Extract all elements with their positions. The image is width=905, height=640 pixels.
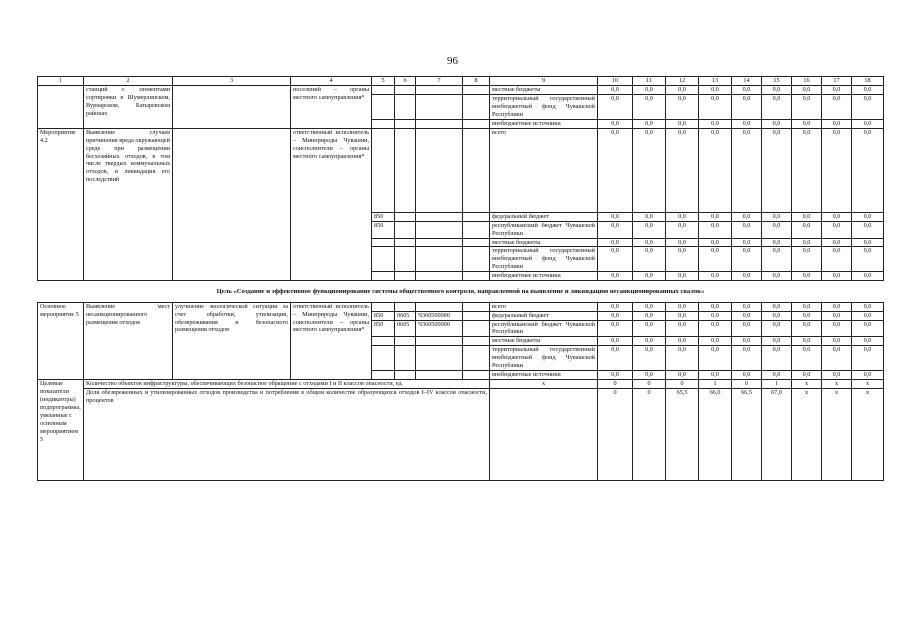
code-vr: [463, 221, 490, 238]
value-cell: 0,0: [633, 128, 666, 212]
value-cell: 0,0: [852, 128, 884, 212]
measure-id: Основное мероприятие 5: [38, 302, 84, 379]
code-gr: 850: [372, 311, 395, 320]
value-cell: x: [822, 389, 852, 481]
goal-heading: Цель «Создание и эффективное функционирование системы общественного контроля, направленной на выявление и ликвидацию несанкционированных свалок»: [216, 288, 705, 296]
code-rz: [395, 302, 416, 311]
funding-source: территориальный государственный внебюджетный фонд Чувашской Республики: [490, 94, 598, 119]
code-rz: [395, 94, 416, 119]
code-gr: [372, 94, 395, 119]
code-csr: [416, 371, 463, 380]
value-cell: 0,0: [762, 212, 792, 221]
funding-source: всего: [490, 128, 598, 212]
code-gr: [372, 337, 395, 346]
funding-source: местные бюджеты: [490, 238, 598, 247]
value-cell: 0,0: [598, 86, 633, 95]
value-cell: 0: [598, 389, 633, 481]
code-csr: [416, 94, 463, 119]
code-rz: 0605: [395, 320, 416, 337]
value-cell: 0,0: [822, 320, 852, 337]
value-cell: 0,0: [633, 221, 666, 238]
column-number: 9: [490, 77, 598, 86]
column-number: 10: [598, 77, 633, 86]
value-cell: 0,0: [598, 302, 633, 311]
funding-source: территориальный государственный внебюджетный фонд Чувашской Республики: [490, 346, 598, 371]
value-cell: 0,0: [699, 247, 732, 272]
value-cell: 0,0: [792, 320, 822, 337]
value-cell: 0,0: [852, 311, 884, 320]
code-gr: [372, 272, 395, 281]
value-cell: 0,0: [762, 94, 792, 119]
value-cell: 0,0: [666, 221, 699, 238]
measure-name: станций с элементами сортировки в Шумерлинском, Вурнарском, Батыревском районах: [84, 86, 173, 129]
value-cell: 0,0: [633, 346, 666, 371]
value-cell: 0,0: [598, 371, 633, 380]
value-cell: [490, 389, 598, 481]
code-gr: [372, 238, 395, 247]
value-cell: 0,0: [732, 128, 762, 212]
value-cell: x: [852, 380, 884, 389]
code-csr: Ч360500000: [416, 320, 463, 337]
value-cell: 0,0: [666, 311, 699, 320]
value-cell: 0,0: [598, 119, 633, 128]
value-cell: 0,0: [822, 337, 852, 346]
value-cell: 0,0: [699, 119, 732, 128]
value-cell: 0,0: [852, 86, 884, 95]
value-cell: 0,0: [792, 272, 822, 281]
value-cell: 0,0: [822, 247, 852, 272]
funding-source: местные бюджеты: [490, 86, 598, 95]
code-gr: [372, 247, 395, 272]
value-cell: 0,0: [598, 128, 633, 212]
code-rz: [395, 247, 416, 272]
value-cell: 0,0: [732, 371, 762, 380]
value-cell: 0,0: [852, 94, 884, 119]
column-number: 5: [372, 77, 395, 86]
value-cell: 0,0: [822, 94, 852, 119]
value-cell: 0,0: [699, 302, 732, 311]
value-cell: 1: [699, 380, 732, 389]
funding-source: всего: [490, 302, 598, 311]
value-cell: 0,0: [732, 311, 762, 320]
value-cell: 0,0: [699, 371, 732, 380]
value-cell: 0,0: [822, 128, 852, 212]
value-cell: x: [792, 389, 822, 481]
value-cell: 0,0: [822, 119, 852, 128]
code-csr: [416, 302, 463, 311]
value-cell: 0,0: [666, 119, 699, 128]
value-cell: 0,0: [822, 212, 852, 221]
value-cell: 0,0: [822, 86, 852, 95]
value-cell: 0,0: [852, 212, 884, 221]
value-cell: 0,0: [852, 371, 884, 380]
value-cell: 0,0: [792, 221, 822, 238]
value-cell: 0,0: [699, 346, 732, 371]
code-csr: [416, 247, 463, 272]
value-cell: 0,0: [792, 311, 822, 320]
column-number: 12: [666, 77, 699, 86]
measure-name: Выявление мест несанкционированного размещения отходов: [84, 302, 173, 379]
value-cell: 0,0: [762, 320, 792, 337]
value-cell: 0,0: [598, 337, 633, 346]
value-cell: 0,0: [732, 221, 762, 238]
value-cell: 0,0: [633, 86, 666, 95]
value-cell: x: [822, 380, 852, 389]
value-cell: 0,0: [822, 311, 852, 320]
code-rz: [395, 119, 416, 128]
column-number: 15: [762, 77, 792, 86]
code-vr: [463, 86, 490, 95]
code-rz: [395, 128, 416, 212]
value-cell: 0,0: [822, 371, 852, 380]
value-cell: 0,0: [633, 119, 666, 128]
funding-source: внебюджетные источники: [490, 119, 598, 128]
table-row: [38, 128, 884, 212]
code-rz: 0605: [395, 311, 416, 320]
funding-source: республиканский бюджет Чувашской Республики: [490, 221, 598, 238]
value-cell: 0,0: [666, 302, 699, 311]
funding-source: территориальный государственный внебюджетный фонд Чувашской Республики: [490, 247, 598, 272]
value-cell: 0,0: [762, 337, 792, 346]
value-cell: 0,0: [852, 238, 884, 247]
value-cell: 0,0: [792, 86, 822, 95]
value-cell: 0,0: [762, 86, 792, 95]
value-cell: 0,0: [732, 238, 762, 247]
value-cell: 0,0: [666, 212, 699, 221]
funding-source: федеральный бюджет: [490, 311, 598, 320]
value-cell: 0,0: [666, 86, 699, 95]
value-cell: 0,0: [852, 337, 884, 346]
table-row: [38, 86, 884, 95]
measure-id: Мероприятие 4.2: [38, 128, 84, 281]
measure-goal: улучшение экологической ситуации за счет обработки, утилизации, обезвреживания и безопасного размещения отходов: [173, 302, 291, 379]
value-cell: 0,0: [699, 238, 732, 247]
indicator-row: [38, 380, 884, 389]
code-rz: [395, 272, 416, 281]
value-cell: 0,0: [822, 346, 852, 371]
value-cell: x: [852, 389, 884, 481]
value-cell: 0,0: [762, 272, 792, 281]
value-cell: 0,0: [732, 212, 762, 221]
value-cell: 0: [633, 389, 666, 481]
value-cell: 0,0: [598, 238, 633, 247]
value-cell: 0,0: [699, 311, 732, 320]
code-csr: [416, 86, 463, 95]
code-csr: [416, 119, 463, 128]
funding-source: республиканский бюджет Чувашской Республики: [490, 320, 598, 337]
value-cell: 0,0: [762, 119, 792, 128]
measure-executors: ответственный исполнитель – Минприроды Чувашии, соисполнители – органы местного самоуправления*: [291, 128, 372, 281]
funding-source: местные бюджеты: [490, 337, 598, 346]
indicator-text: Количество объектов инфраструктуры, обеспечивающих безопасное обращение с отходами I и II классов опасности, ед.: [84, 380, 490, 389]
value-cell: 0,0: [666, 320, 699, 337]
code-csr: [416, 221, 463, 238]
code-gr: 850: [372, 212, 395, 221]
code-vr: [463, 371, 490, 380]
value-cell: 0: [598, 380, 633, 389]
code-vr: [463, 119, 490, 128]
value-cell: 0,0: [633, 238, 666, 247]
funding-source: федеральный бюджет: [490, 212, 598, 221]
value-cell: 0,0: [792, 371, 822, 380]
funding-source: внебюджетные источники: [490, 272, 598, 281]
value-cell: 0,0: [762, 371, 792, 380]
value-cell: 0,0: [633, 247, 666, 272]
code-gr: [372, 346, 395, 371]
code-csr: Ч360500000: [416, 311, 463, 320]
code-vr: [463, 247, 490, 272]
value-cell: 65,5: [666, 389, 699, 481]
value-cell: 0,0: [732, 346, 762, 371]
value-cell: 0,0: [598, 346, 633, 371]
indicator-row: [38, 389, 884, 481]
code-vr: [463, 346, 490, 371]
code-gr: [372, 371, 395, 380]
value-cell: 0,0: [699, 212, 732, 221]
column-number: 16: [792, 77, 822, 86]
column-number: 17: [822, 77, 852, 86]
code-vr: [463, 337, 490, 346]
value-cell: 0,0: [598, 320, 633, 337]
code-rz: [395, 221, 416, 238]
value-cell: 0,0: [792, 346, 822, 371]
value-cell: 0,0: [633, 371, 666, 380]
value-cell: 0,0: [792, 302, 822, 311]
value-cell: 0,0: [699, 86, 732, 95]
value-cell: 1: [762, 380, 792, 389]
value-cell: 0,0: [852, 247, 884, 272]
code-gr: [372, 86, 395, 95]
column-number: 4: [291, 77, 372, 86]
value-cell: 0,0: [699, 221, 732, 238]
value-cell: x: [792, 380, 822, 389]
value-cell: 0,0: [699, 320, 732, 337]
value-cell: 0,0: [792, 238, 822, 247]
value-cell: 0,0: [666, 128, 699, 212]
column-number: 3: [173, 77, 291, 86]
value-cell: 0,0: [732, 272, 762, 281]
value-cell: 0,0: [666, 337, 699, 346]
code-vr: [463, 320, 490, 337]
code-gr: [372, 119, 395, 128]
value-cell: x: [490, 380, 598, 389]
value-cell: 0,0: [598, 311, 633, 320]
code-csr: [416, 212, 463, 221]
column-number: 2: [84, 77, 173, 86]
code-rz: [395, 212, 416, 221]
value-cell: 0,0: [762, 302, 792, 311]
column-number: 1: [38, 77, 84, 86]
value-cell: 0,0: [762, 128, 792, 212]
code-vr: [463, 212, 490, 221]
value-cell: 0,0: [633, 320, 666, 337]
value-cell: 0,0: [699, 128, 732, 212]
value-cell: 0,0: [822, 238, 852, 247]
value-cell: 0,0: [666, 238, 699, 247]
value-cell: 66,0: [699, 389, 732, 481]
value-cell: 0,0: [732, 247, 762, 272]
value-cell: 0,0: [633, 272, 666, 281]
column-number: 6: [395, 77, 416, 86]
column-number: 11: [633, 77, 666, 86]
value-cell: 0: [666, 380, 699, 389]
value-cell: 0,0: [666, 247, 699, 272]
measure-executors: поселений – органы местного самоуправления*: [291, 86, 372, 129]
code-gr: 850: [372, 221, 395, 238]
value-cell: 0: [633, 380, 666, 389]
code-vr: [463, 302, 490, 311]
value-cell: 0,0: [792, 212, 822, 221]
value-cell: 0,0: [699, 337, 732, 346]
value-cell: 0,0: [852, 221, 884, 238]
funding-source: внебюджетные источники: [490, 371, 598, 380]
value-cell: 0,0: [762, 238, 792, 247]
code-rz: [395, 371, 416, 380]
code-csr: [416, 238, 463, 247]
measure-name: Выявление случаев причинения вреда окружающей среде при размещении бесхозяйных отходов, в том числе твердых коммунальных отходов, и ликвидация его последствий: [84, 128, 173, 281]
value-cell: 0,0: [762, 311, 792, 320]
indicators-label: Целевые показатели (индикаторы) подпрограммы, увязанные с основным мероприятием 5: [38, 380, 84, 481]
value-cell: 0,0: [852, 302, 884, 311]
value-cell: 0,0: [762, 221, 792, 238]
measure-executors: ответственный исполнитель – Минприроды Чувашии, соисполнители – органы местного самоуправления*: [291, 302, 372, 379]
value-cell: 0,0: [666, 346, 699, 371]
page-number: 96: [447, 55, 458, 67]
code-rz: [395, 346, 416, 371]
measure-goal: [173, 86, 291, 129]
value-cell: 0,0: [822, 302, 852, 311]
goal-row: [38, 281, 884, 302]
value-cell: 0,0: [598, 94, 633, 119]
value-cell: 0,0: [762, 346, 792, 371]
code-vr: [463, 272, 490, 281]
value-cell: 67,0: [762, 389, 792, 481]
value-cell: 0,0: [633, 302, 666, 311]
value-cell: 0,0: [732, 302, 762, 311]
code-gr: [372, 302, 395, 311]
value-cell: 0,0: [852, 346, 884, 371]
value-cell: 0,0: [598, 212, 633, 221]
value-cell: 0,0: [822, 221, 852, 238]
value-cell: 0: [732, 380, 762, 389]
code-gr: [372, 128, 395, 212]
measure-goal: [173, 128, 291, 281]
value-cell: 0,0: [792, 247, 822, 272]
column-number: 7: [416, 77, 463, 86]
value-cell: 0,0: [633, 311, 666, 320]
code-rz: [395, 238, 416, 247]
code-vr: [463, 128, 490, 212]
code-vr: [463, 238, 490, 247]
program-table: [37, 76, 884, 481]
value-cell: 0,0: [633, 212, 666, 221]
value-cell: 0,0: [792, 128, 822, 212]
table-row: [38, 302, 884, 311]
value-cell: 0,0: [732, 94, 762, 119]
value-cell: 0,0: [732, 320, 762, 337]
value-cell: 0,0: [666, 272, 699, 281]
value-cell: 0,0: [852, 320, 884, 337]
value-cell: 0,0: [598, 221, 633, 238]
column-numbers-row: [38, 77, 884, 86]
value-cell: 0,0: [699, 272, 732, 281]
value-cell: 66,5: [732, 389, 762, 481]
value-cell: 0,0: [598, 247, 633, 272]
code-csr: [416, 337, 463, 346]
code-csr: [416, 128, 463, 212]
value-cell: 0,0: [633, 337, 666, 346]
value-cell: 0,0: [666, 371, 699, 380]
value-cell: 0,0: [732, 337, 762, 346]
code-vr: [463, 311, 490, 320]
value-cell: 0,0: [633, 94, 666, 119]
value-cell: 0,0: [852, 272, 884, 281]
column-number: 8: [463, 77, 490, 86]
code-gr: 850: [372, 320, 395, 337]
code-csr: [416, 272, 463, 281]
value-cell: 0,0: [666, 94, 699, 119]
value-cell: 0,0: [822, 272, 852, 281]
value-cell: 0,0: [792, 94, 822, 119]
value-cell: 0,0: [732, 86, 762, 95]
column-number: 14: [732, 77, 762, 86]
code-csr: [416, 346, 463, 371]
code-rz: [395, 337, 416, 346]
value-cell: 0,0: [732, 119, 762, 128]
code-rz: [395, 86, 416, 95]
code-vr: [463, 94, 490, 119]
column-number: 13: [699, 77, 732, 86]
value-cell: 0,0: [762, 247, 792, 272]
value-cell: 0,0: [598, 272, 633, 281]
column-number: 18: [852, 77, 884, 86]
indicator-text: Доля обезвреженных и утилизированных отходов производства и потребления в общем количестве образующихся отходов I–IV классов опасности, процентов: [84, 389, 490, 481]
value-cell: 0,0: [699, 94, 732, 119]
value-cell: 0,0: [852, 119, 884, 128]
value-cell: 0,0: [792, 337, 822, 346]
measure-id: [38, 86, 84, 129]
value-cell: 0,0: [792, 119, 822, 128]
